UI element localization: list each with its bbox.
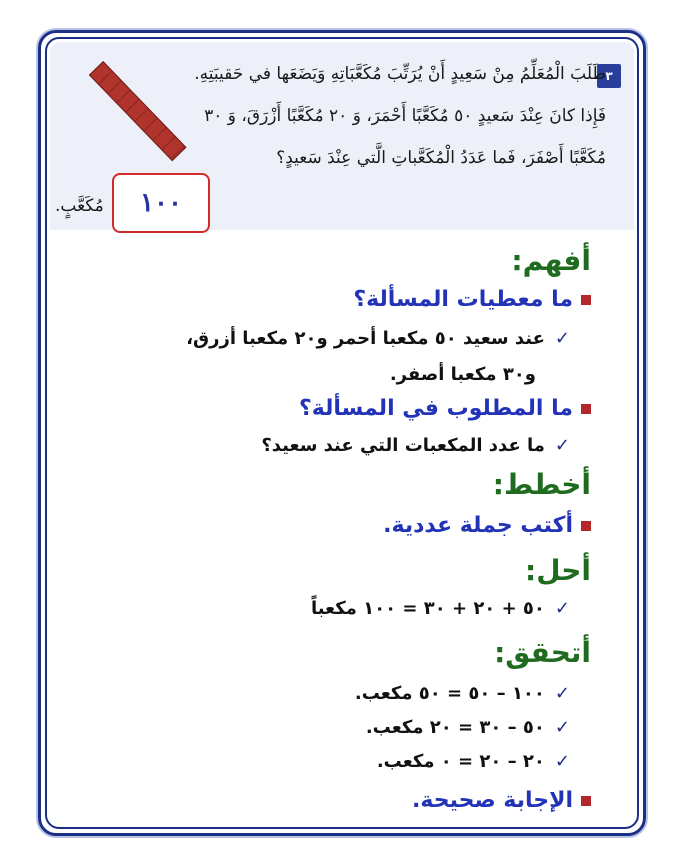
- plan-line: [383, 513, 591, 538]
- solve-line: [311, 598, 570, 619]
- check-line-3-text: ٢٠ – ٢٠ = ٠ مكعب.: [376, 751, 545, 772]
- check-icon: ✓: [554, 751, 570, 772]
- square-bullet-icon: [581, 521, 591, 531]
- square-bullet-icon: [581, 295, 591, 305]
- check-line-3: [377, 751, 570, 772]
- required-line: [261, 435, 570, 456]
- problem-line-3: مُكَعَّبًا أَصْفَرَ، فَما عَدَدُ الْمُكَعَّباتِ الَّتي عِنْدَ سَعيدٍ؟: [276, 148, 606, 168]
- check-icon: ✓: [554, 435, 570, 456]
- conclusion-text: الإجابة صحيحة.: [412, 788, 573, 813]
- check-line-2: [366, 717, 570, 738]
- check-line-2-text: ٥٠ – ٣٠ = ٢٠ مكعب.: [365, 717, 545, 738]
- givens-question-text: ما معطيات المسألة؟: [353, 287, 573, 312]
- problem-line-2: فَإِذا كانَ عِنْدَ سَعيدٍ ٥٠ مُكَعَّبًا أَحْمَرَ، وَ ٢٠ مُكَعَّبًا أَزْرَقَ، وَ ٣٠: [204, 106, 606, 126]
- check-icon: ✓: [554, 328, 570, 349]
- required-question: [299, 396, 591, 421]
- givens-line-1-text: عند سعيد ٥٠ مكعبا أحمر و٢٠ مكعبا أزرق،: [186, 328, 545, 349]
- givens-line-2: و٣٠ مكعبا أصفر.: [389, 364, 536, 385]
- conclusion-line: [412, 788, 591, 813]
- solve-line-text: ٥٠ + ٢٠ + ٣٠ = ١٠٠ مكعباً: [310, 598, 545, 619]
- square-bullet-icon: [581, 796, 591, 806]
- answer-box: [112, 173, 210, 233]
- answer-value: ١٠٠: [140, 188, 182, 218]
- required-line-text: ما عدد المكعبات التي عند سعيد؟: [261, 435, 545, 456]
- check-heading: أتحقق:: [494, 636, 591, 669]
- check-icon: ✓: [554, 683, 570, 704]
- check-line-1-text: ١٠٠ – ٥٠ = ٥٠ مكعب.: [354, 683, 545, 704]
- givens-line-1: [186, 328, 570, 349]
- understand-heading: أفهم:: [511, 244, 591, 277]
- square-bullet-icon: [581, 404, 591, 414]
- problem-line-1: طَلَبَ الْمُعَلِّمُ مِنْ سَعِيدٍ أَنْ يُرَتِّبَ مُكَعَّبَاتِهِ وَيَضَعَها في حَقيبَتِهِ.: [194, 64, 606, 84]
- plan-heading: أخطط:: [492, 468, 591, 501]
- solve-heading: أحل:: [525, 554, 591, 587]
- answer-unit: مُكَعَّبٍ.: [55, 196, 104, 216]
- plan-line-text: أكتب جملة عددية.: [383, 513, 573, 538]
- question-number-badge: ٣: [597, 64, 621, 88]
- givens-question: [353, 287, 591, 312]
- check-line-1: [355, 683, 570, 704]
- required-question-text: ما المطلوب في المسألة؟: [299, 396, 573, 421]
- check-icon: ✓: [554, 598, 570, 619]
- check-icon: ✓: [554, 717, 570, 738]
